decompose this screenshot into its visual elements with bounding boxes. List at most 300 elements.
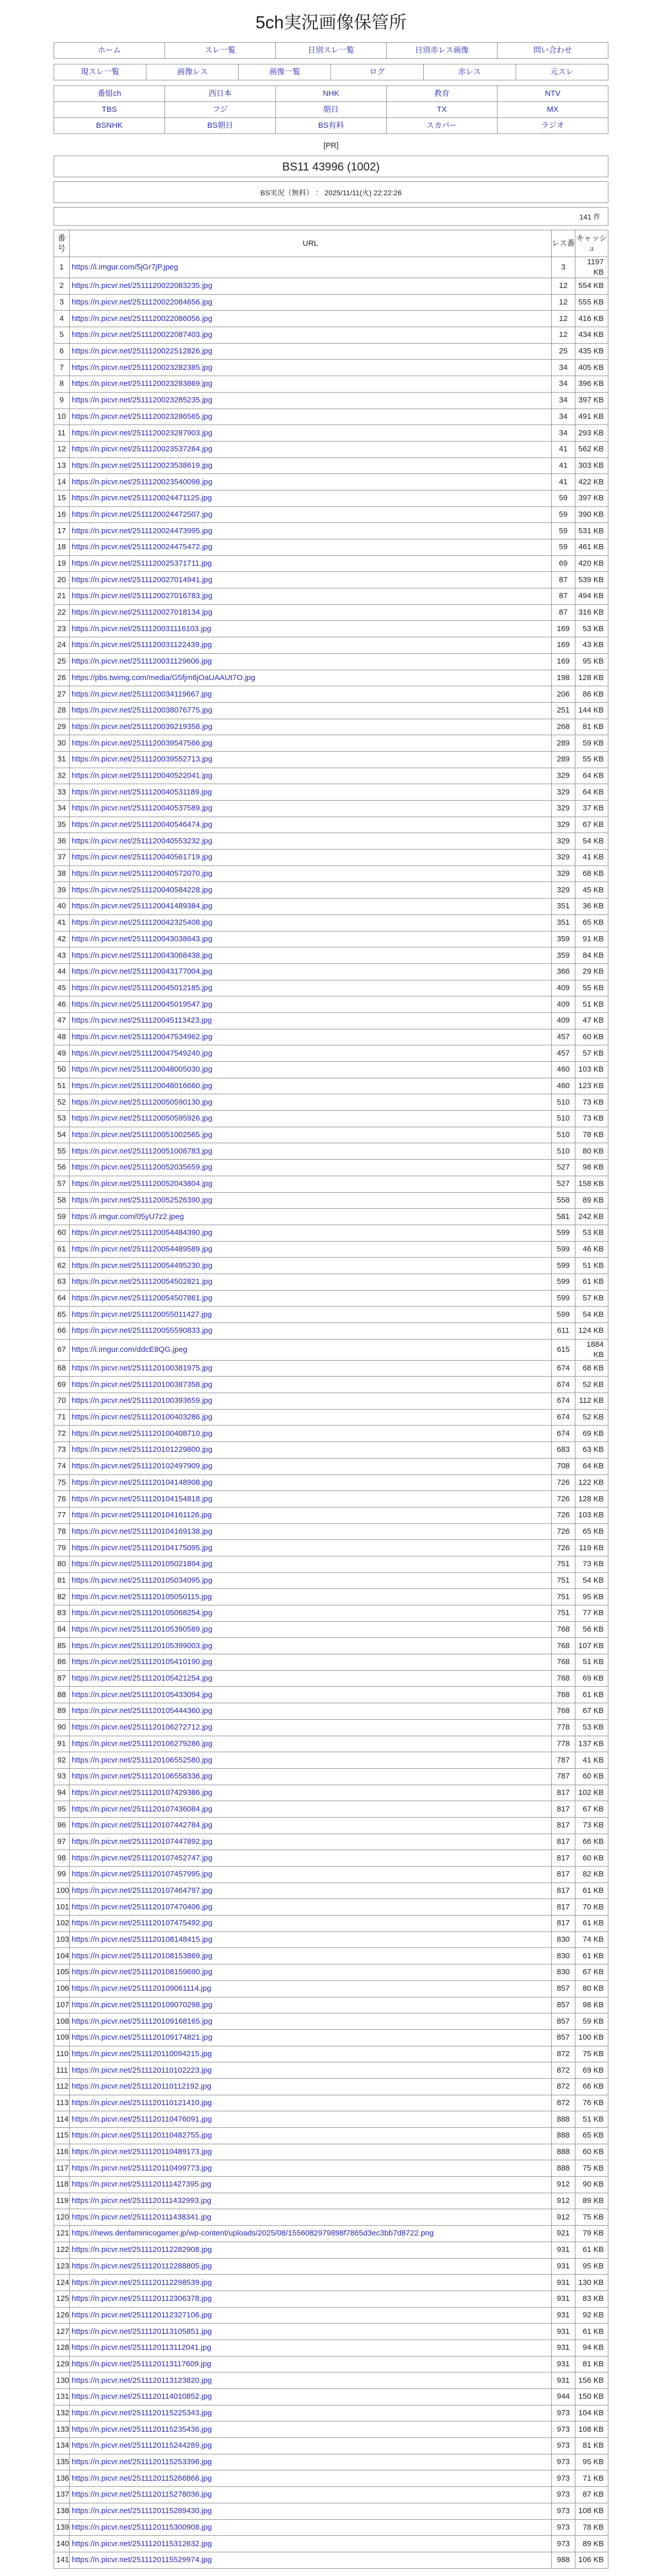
row-number: 14 bbox=[54, 474, 70, 490]
image-url-link[interactable]: https://n.picvr.net/2511120101229800.jpg bbox=[72, 1445, 212, 1454]
image-url-link[interactable]: https://n.picvr.net/2511120111432993.jpg bbox=[72, 2196, 211, 2206]
res-number: 409 bbox=[552, 980, 575, 996]
cache-size: 128 KB bbox=[575, 670, 608, 686]
row-number: 113 bbox=[54, 2095, 70, 2111]
image-url-link[interactable]: https://n.picvr.net/2511120023283869.jpg bbox=[72, 379, 212, 388]
table-row bbox=[54, 572, 608, 588]
image-url-link[interactable]: https://n.picvr.net/2511120027018134.jpg bbox=[72, 608, 212, 617]
cache-size: 69 KB bbox=[575, 1426, 608, 1442]
image-url-link[interactable]: https://n.picvr.net/2511120109174821.jpg bbox=[72, 2033, 212, 2042]
image-url-link[interactable]: https://news.denfaminicogamer.jp/wp-content/uploads/2025/08/1556082979898f7865d3ec3bb7d8722.png bbox=[72, 2229, 434, 2238]
cache-size: 66 KB bbox=[575, 2078, 608, 2095]
channel-link[interactable]: 番組ch bbox=[97, 89, 121, 98]
res-number: 872 bbox=[552, 2062, 575, 2079]
cache-size: 95 KB bbox=[575, 1589, 608, 1605]
channel-link[interactable]: TBS bbox=[102, 105, 117, 114]
url-cell bbox=[70, 2111, 552, 2128]
image-url-link[interactable]: https://n.picvr.net/2511120115529974.jpg bbox=[72, 2555, 212, 2565]
image-url-link[interactable]: https://n.picvr.net/2511120105390589.jpg bbox=[72, 1625, 212, 1634]
url-cell bbox=[70, 1241, 552, 1258]
image-url-link[interactable]: https://n.picvr.net/2511120022084656.jpg bbox=[72, 298, 212, 307]
cache-size: 562 KB bbox=[575, 441, 608, 457]
row-number: 86 bbox=[54, 1654, 70, 1671]
channel-link[interactable]: BSNHK bbox=[96, 121, 123, 130]
cache-size: 84 KB bbox=[575, 947, 608, 964]
image-url-link[interactable]: https://n.picvr.net/2511120043177004.jpg bbox=[72, 967, 212, 976]
image-url-link[interactable]: https://n.picvr.net/2511120047549240.jpg bbox=[72, 1048, 212, 1058]
image-url-link[interactable]: https://n.picvr.net/2511120031129606.jpg bbox=[72, 657, 212, 666]
res-number: 674 bbox=[552, 1409, 575, 1426]
image-url-link[interactable]: https://n.picvr.net/2511120115300908.jpg bbox=[72, 2522, 212, 2532]
sub-nav-item[interactable]: 画像一覧 bbox=[269, 67, 301, 76]
image-url-link[interactable]: https://n.picvr.net/2511120107464797.jpg bbox=[72, 1886, 212, 1895]
image-url-link[interactable]: https://n.picvr.net/2511120027014941.jpg bbox=[72, 575, 212, 584]
url-cell bbox=[70, 1062, 552, 1078]
res-number: 973 bbox=[552, 2536, 575, 2552]
res-number: 751 bbox=[552, 1605, 575, 1622]
url-cell bbox=[70, 2291, 552, 2307]
image-url-link[interactable]: https://n.picvr.net/2511120105399003.jpg bbox=[72, 1641, 212, 1650]
image-url-link[interactable]: https://n.picvr.net/2511120113123820.jpg bbox=[72, 2376, 212, 2385]
image-url-link[interactable]: https://n.picvr.net/2511120038076775.jpg bbox=[72, 706, 212, 715]
image-url-link[interactable]: https://n.picvr.net/2511120104175095.jpg bbox=[72, 1543, 212, 1552]
image-url-link[interactable]: https://n.picvr.net/2511120106552580.jpg bbox=[72, 1755, 212, 1765]
row-number: 138 bbox=[54, 2503, 70, 2519]
row-number: 106 bbox=[54, 1980, 70, 1997]
cache-size: 41 KB bbox=[575, 1752, 608, 1769]
res-number: 268 bbox=[552, 719, 575, 735]
table-row bbox=[54, 1127, 608, 1143]
res-number: 751 bbox=[552, 1556, 575, 1572]
image-url-link[interactable]: https://n.picvr.net/2511120051008783.jpg bbox=[72, 1146, 212, 1156]
table-row bbox=[54, 996, 608, 1013]
url-cell bbox=[70, 572, 552, 588]
image-url-link[interactable]: https://n.picvr.net/2511120045019547.jpg bbox=[72, 999, 212, 1009]
image-url-link[interactable]: https://n.picvr.net/2511120104154818.jpg bbox=[72, 1494, 212, 1503]
res-number: 12 bbox=[552, 311, 575, 327]
image-url-link[interactable]: https://n.picvr.net/2511120039547566.jpg bbox=[72, 738, 212, 748]
url-cell bbox=[70, 2405, 552, 2421]
sub-nav-item[interactable]: 元スレ bbox=[550, 67, 574, 76]
image-url-link[interactable]: https://n.picvr.net/2511120107447892.jpg bbox=[72, 1837, 212, 1846]
cache-size: 76 KB bbox=[575, 2095, 608, 2111]
table-row bbox=[54, 1225, 608, 1241]
image-url-link[interactable]: https://n.picvr.net/2511120102497909.jpg bbox=[72, 1462, 212, 1471]
image-url-link[interactable]: https://n.picvr.net/2511120047534962.jpg bbox=[72, 1032, 212, 1041]
row-number: 73 bbox=[54, 1442, 70, 1459]
row-number: 115 bbox=[54, 2128, 70, 2144]
cache-size: 397 KB bbox=[575, 392, 608, 409]
url-cell bbox=[70, 1377, 552, 1393]
image-url-link[interactable]: https://n.picvr.net/2511120104169138.jpg bbox=[72, 1527, 212, 1536]
url-cell bbox=[70, 2160, 552, 2177]
res-number: 69 bbox=[552, 555, 575, 572]
image-url-link[interactable]: https://i.imgur.com/05yU7z2.jpeg bbox=[72, 1212, 184, 1221]
image-url-link[interactable]: https://n.picvr.net/2511120105068254.jpg bbox=[72, 1608, 212, 1618]
cache-size: 144 KB bbox=[575, 702, 608, 719]
res-number: 817 bbox=[552, 1916, 575, 1932]
channel-link[interactable]: フジ bbox=[212, 105, 228, 114]
row-number: 102 bbox=[54, 1916, 70, 1932]
image-url-link[interactable]: https://n.picvr.net/2511120112288805.jpg bbox=[72, 2261, 212, 2270]
image-url-link[interactable]: https://n.picvr.net/2511120043068438.jpg bbox=[72, 951, 212, 960]
row-number: 81 bbox=[54, 1572, 70, 1589]
image-url-link[interactable]: https://n.picvr.net/2511120107457995.jpg bbox=[72, 1870, 212, 1879]
cache-size: 47 KB bbox=[575, 1012, 608, 1029]
channel-link[interactable]: 朝日 bbox=[323, 105, 339, 114]
image-url-link[interactable]: https://n.picvr.net/2511120105410190.jpg bbox=[72, 1657, 212, 1667]
image-url-link[interactable]: https://n.picvr.net/2511120027016783.jpg bbox=[72, 591, 212, 601]
image-url-link[interactable]: https://n.picvr.net/2511120105021894.jpg bbox=[72, 1560, 212, 1569]
table-row bbox=[54, 1540, 608, 1556]
table-row bbox=[54, 1768, 608, 1785]
res-number: 87 bbox=[552, 604, 575, 621]
image-url-link[interactable]: https://n.picvr.net/2511120107429386.jpg bbox=[72, 1788, 212, 1797]
table-row bbox=[54, 2372, 608, 2389]
image-url-link[interactable]: https://n.picvr.net/2511120039219358.jpg bbox=[72, 722, 212, 731]
image-url-link[interactable]: https://pbs.twimg.com/media/G5fjm6jOaUAAUt7O.jpg bbox=[72, 673, 255, 682]
image-url-link[interactable]: https://n.picvr.net/2511120107475492.jpg bbox=[72, 1919, 212, 1928]
image-url-link[interactable]: https://n.picvr.net/2511120109168165.jpg bbox=[72, 2016, 212, 2026]
row-number: 40 bbox=[54, 899, 70, 915]
row-number: 2 bbox=[54, 278, 70, 295]
image-url-link[interactable]: https://n.picvr.net/2511120045012185.jpg bbox=[72, 983, 212, 992]
sub-nav-item[interactable]: 赤レス bbox=[458, 67, 481, 76]
image-url-link[interactable]: https://n.picvr.net/2511120048005030.jpg bbox=[72, 1065, 212, 1074]
sub-nav-item[interactable]: 現スレ一覧 bbox=[80, 67, 120, 76]
image-url-link[interactable]: https://n.picvr.net/2511120023285235.jpg bbox=[72, 396, 212, 405]
image-url-link[interactable]: https://n.picvr.net/2511120106279286.jpg bbox=[72, 1739, 212, 1748]
row-number: 10 bbox=[54, 409, 70, 425]
table-row bbox=[54, 360, 608, 376]
res-number: 973 bbox=[552, 2405, 575, 2421]
image-url-link[interactable]: https://n.picvr.net/2511120115289430.jpg bbox=[72, 2506, 212, 2516]
image-url-link[interactable]: https://n.picvr.net/2511120040584228.jpg bbox=[72, 885, 212, 894]
res-number: 830 bbox=[552, 1931, 575, 1948]
row-number: 48 bbox=[54, 1029, 70, 1045]
image-url-link[interactable]: https://n.picvr.net/2511120105034095.jpg bbox=[72, 1575, 212, 1585]
cache-size: 54 KB bbox=[575, 833, 608, 850]
cache-size: 98 KB bbox=[575, 1997, 608, 2013]
image-url-link[interactable]: https://n.picvr.net/2511120100393659.jpg bbox=[72, 1396, 212, 1405]
main-nav-item[interactable]: 日別スレ一覧 bbox=[307, 46, 354, 55]
res-number: 34 bbox=[552, 360, 575, 376]
res-number: 527 bbox=[552, 1160, 575, 1176]
image-url-link[interactable]: https://n.picvr.net/2511120113112041.jpg bbox=[72, 2343, 211, 2352]
table-row bbox=[54, 1176, 608, 1192]
table-row bbox=[54, 1290, 608, 1307]
res-number: 169 bbox=[552, 621, 575, 637]
image-url-link[interactable]: https://n.picvr.net/2511120031122439.jpg bbox=[72, 640, 212, 650]
image-url-link[interactable]: https://n.picvr.net/2511120113117609.jpg bbox=[72, 2359, 211, 2368]
image-url-link[interactable]: https://n.picvr.net/2511120054507861.jpg bbox=[72, 1293, 212, 1302]
image-url-link[interactable]: https://n.picvr.net/2511120050595926.jpg bbox=[72, 1114, 212, 1123]
image-url-link[interactable]: https://n.picvr.net/2511120023540098.jpg bbox=[72, 477, 212, 486]
res-number: 674 bbox=[552, 1393, 575, 1410]
image-url-link[interactable]: https://n.picvr.net/2511120115278036.jpg bbox=[72, 2490, 212, 2499]
url-cell bbox=[70, 719, 552, 735]
image-url-link[interactable]: https://n.picvr.net/2511120110121410.jpg bbox=[72, 2098, 212, 2107]
url-cell bbox=[70, 360, 552, 376]
cache-size: 78 KB bbox=[575, 1127, 608, 1143]
row-number: 19 bbox=[54, 555, 70, 572]
row-number: 76 bbox=[54, 1491, 70, 1507]
row-number: 137 bbox=[54, 2487, 70, 2503]
image-url-link[interactable]: https://n.picvr.net/2511120055590833.jpg bbox=[72, 1326, 212, 1335]
image-url-link[interactable]: https://n.picvr.net/2511120115312632.jpg bbox=[72, 2539, 212, 2548]
image-url-link[interactable]: https://n.picvr.net/2511120024471125.jpg bbox=[72, 494, 212, 503]
image-url-link[interactable]: https://n.picvr.net/2511120040572070.jpg bbox=[72, 869, 212, 878]
image-url-link[interactable]: https://n.picvr.net/2511120052035659.jpg bbox=[72, 1163, 212, 1172]
table-row bbox=[54, 278, 608, 295]
channel-link[interactable]: BS有料 bbox=[318, 121, 344, 130]
image-url-link[interactable]: https://n.picvr.net/2511120110476091.jpg bbox=[72, 2114, 212, 2124]
cache-size: 75 KB bbox=[575, 2209, 608, 2226]
res-number: 931 bbox=[552, 2372, 575, 2389]
channel-link[interactable]: MX bbox=[547, 105, 559, 114]
row-number: 87 bbox=[54, 1670, 70, 1687]
image-url-link[interactable]: https://n.picvr.net/2511120054489589.jpg bbox=[72, 1244, 212, 1253]
image-url-link[interactable]: https://n.picvr.net/2511120115266866.jpg bbox=[72, 2473, 212, 2483]
image-url-link[interactable]: https://n.picvr.net/2511120022512826.jpg bbox=[72, 347, 212, 356]
image-url-link[interactable]: https://n.picvr.net/2511120040561719.jpg bbox=[72, 853, 212, 862]
sub-nav-item-cell bbox=[423, 64, 516, 80]
row-number: 51 bbox=[54, 1078, 70, 1094]
image-url-link[interactable]: https://n.picvr.net/2511120108153869.jpg bbox=[72, 1951, 212, 1960]
image-url-link[interactable]: https://n.picvr.net/2511120024473995.jpg bbox=[72, 526, 212, 535]
row-number: 46 bbox=[54, 996, 70, 1013]
image-url-link[interactable]: https://n.picvr.net/2511120107436084.jpg bbox=[72, 1804, 212, 1814]
image-url-link[interactable]: https://n.picvr.net/2511120105050115.jpg bbox=[72, 1592, 212, 1601]
row-number: 33 bbox=[54, 784, 70, 801]
url-cell bbox=[70, 1621, 552, 1638]
channel-link[interactable]: NTV bbox=[545, 89, 560, 98]
image-url-link[interactable]: https://n.picvr.net/2511120023538619.jpg bbox=[72, 461, 212, 470]
cache-size: 63 KB bbox=[575, 1442, 608, 1459]
url-cell bbox=[70, 2503, 552, 2519]
image-url-link[interactable]: https://n.picvr.net/2511120115244289.jpg bbox=[72, 2441, 212, 2450]
image-url-link[interactable]: https://n.picvr.net/2511120111438341.jpg bbox=[72, 2212, 211, 2222]
res-number: 599 bbox=[552, 1258, 575, 1274]
page-title: 5ch実況画像保管所 bbox=[255, 13, 407, 32]
image-url-link[interactable]: https://n.picvr.net/2511120107442784.jpg bbox=[72, 1821, 212, 1830]
image-url-link[interactable]: https://n.picvr.net/2511120055011427.jpg bbox=[72, 1310, 212, 1319]
cache-size: 69 KB bbox=[575, 2062, 608, 2079]
image-url-link[interactable]: https://n.picvr.net/2511120110482755.jpg bbox=[72, 2131, 212, 2140]
image-url-link[interactable]: https://n.picvr.net/2511120048016660.jpg bbox=[72, 1081, 212, 1091]
cache-size: 53 KB bbox=[575, 1225, 608, 1241]
res-number: 460 bbox=[552, 1078, 575, 1094]
res-number: 206 bbox=[552, 686, 575, 703]
image-url-link[interactable]: https://n.picvr.net/2511120023282385.jpg bbox=[72, 363, 212, 372]
cache-size: 57 KB bbox=[575, 1045, 608, 1062]
sub-nav-item[interactable]: ログ bbox=[369, 67, 385, 76]
url-cell bbox=[70, 1719, 552, 1736]
res-number: 558 bbox=[552, 1192, 575, 1209]
image-url-link[interactable]: https://n.picvr.net/2511120031116103.jpg bbox=[72, 624, 211, 633]
image-url-link[interactable]: https://n.picvr.net/2511120112306378.jpg bbox=[72, 2294, 212, 2303]
url-cell bbox=[70, 278, 552, 295]
image-url-link[interactable]: https://n.picvr.net/2511120100387358.jpg bbox=[72, 1380, 212, 1389]
image-url-link[interactable]: https://n.picvr.net/2511120024472507.jpg bbox=[72, 510, 212, 519]
image-url-link[interactable]: https://i.imgur.com/5jGr7jP.jpeg bbox=[72, 263, 178, 272]
cache-size: 420 KB bbox=[575, 555, 608, 572]
channel-link[interactable]: 教育 bbox=[434, 89, 450, 98]
table-row bbox=[54, 2487, 608, 2503]
image-url-link[interactable]: https://n.picvr.net/2511120113105851.jpg bbox=[72, 2327, 212, 2336]
table-row bbox=[54, 1426, 608, 1442]
image-url-link[interactable]: https://n.picvr.net/2511120110499773.jpg bbox=[72, 2163, 212, 2173]
image-url-link[interactable]: https://n.picvr.net/2511120106272712.jpg bbox=[72, 1723, 212, 1732]
image-url-link[interactable]: https://n.picvr.net/2511120054484390.jpg bbox=[72, 1228, 212, 1238]
image-url-link[interactable]: https://n.picvr.net/2511120115225343.jpg bbox=[72, 2409, 212, 2418]
image-url-link[interactable]: https://n.picvr.net/2511120112298539.jpg bbox=[72, 2278, 212, 2287]
image-url-link[interactable]: https://n.picvr.net/2511120022086056.jpg bbox=[72, 314, 212, 323]
channel-link[interactable]: スカパー bbox=[426, 121, 457, 130]
table-row bbox=[54, 1605, 608, 1622]
row-number: 123 bbox=[54, 2258, 70, 2275]
row-number: 92 bbox=[54, 1752, 70, 1769]
image-url-link[interactable]: https://n.picvr.net/2511120112327106.jpg bbox=[72, 2310, 212, 2319]
row-number: 30 bbox=[54, 735, 70, 752]
table-row bbox=[54, 457, 608, 474]
table-row bbox=[54, 2307, 608, 2324]
image-url-link[interactable]: https://n.picvr.net/2511120110112192.jpg bbox=[72, 2082, 211, 2091]
image-url-link[interactable]: https://n.picvr.net/2511120041489384.jpg bbox=[72, 902, 212, 911]
table-row bbox=[54, 2062, 608, 2079]
image-url-link[interactable]: https://n.picvr.net/2511120114010852.jpg bbox=[72, 2392, 212, 2401]
image-url-link[interactable]: https://n.picvr.net/2511120040546474.jpg bbox=[72, 820, 212, 829]
res-number: 768 bbox=[552, 1703, 575, 1720]
image-url-link[interactable]: https://n.picvr.net/2511120052526390.jpg bbox=[72, 1195, 212, 1205]
row-number: 122 bbox=[54, 2242, 70, 2258]
channel-link[interactable]: ラジオ bbox=[541, 121, 565, 130]
image-url-link[interactable]: https://n.picvr.net/2511120104161126.jpg bbox=[72, 1511, 212, 1520]
image-url-link[interactable]: https://n.picvr.net/2511120109061114.jpg bbox=[72, 1984, 211, 1993]
image-url-link[interactable]: https://n.picvr.net/2511120115253396.jpg bbox=[72, 2458, 212, 2467]
res-number: 830 bbox=[552, 1948, 575, 1964]
url-cell bbox=[70, 1768, 552, 1785]
url-cell bbox=[70, 1703, 552, 1720]
image-url-link[interactable]: https://n.picvr.net/2511120023537264.jpg bbox=[72, 445, 212, 454]
image-url-link[interactable]: https://n.picvr.net/2511120107470406.jpg bbox=[72, 1902, 212, 1911]
url-cell bbox=[70, 1209, 552, 1225]
res-number: 973 bbox=[552, 2470, 575, 2487]
image-url-link[interactable]: https://n.picvr.net/2511120022083235.jpg bbox=[72, 281, 212, 291]
image-url-link[interactable]: https://n.picvr.net/2511120022087403.jpg bbox=[72, 330, 212, 340]
image-url-link[interactable]: https://n.picvr.net/2511120105444360.jpg bbox=[72, 1706, 212, 1716]
table-row bbox=[54, 1209, 608, 1225]
image-url-link[interactable]: https://n.picvr.net/2511120025371711.jpg bbox=[72, 559, 212, 568]
url-cell bbox=[70, 1997, 552, 2013]
image-url-link[interactable]: https://n.picvr.net/2511120112282908.jpg bbox=[72, 2245, 212, 2255]
table-row bbox=[54, 850, 608, 866]
cache-size: 68 KB bbox=[575, 866, 608, 882]
image-url-link[interactable]: https://n.picvr.net/2511120105421254.jpg bbox=[72, 1674, 212, 1683]
image-url-link[interactable]: https://n.picvr.net/2511120054495230.jpg bbox=[72, 1261, 212, 1270]
image-url-link[interactable]: https://n.picvr.net/2511120111427395.jpg bbox=[72, 2180, 211, 2189]
image-url-link[interactable]: https://n.picvr.net/2511120040553232.jpg bbox=[72, 836, 212, 845]
cache-size: 390 KB bbox=[575, 506, 608, 523]
image-url-link[interactable]: https://n.picvr.net/2511120054502821.jpg bbox=[72, 1277, 212, 1286]
main-nav-item[interactable]: 日別赤レス画像 bbox=[415, 46, 469, 55]
res-number: 599 bbox=[552, 1241, 575, 1258]
image-url-link[interactable]: https://n.picvr.net/2511120110094215.jpg bbox=[72, 2049, 212, 2058]
image-url-link[interactable]: https://n.picvr.net/2511120023286565.jpg bbox=[72, 412, 212, 421]
image-url-link[interactable]: https://n.picvr.net/2511120109070298.jpg bbox=[72, 2000, 212, 2009]
cache-size: 124 KB bbox=[575, 1323, 608, 1340]
main-nav-item[interactable]: スレ一覧 bbox=[204, 46, 236, 55]
image-url-link[interactable]: https://n.picvr.net/2511120108148415.jpg bbox=[72, 1935, 212, 1944]
image-url-link[interactable]: https://n.picvr.net/2511120045113423.jpg bbox=[72, 1016, 212, 1025]
cache-size: 60 KB bbox=[575, 2144, 608, 2160]
image-url-link[interactable]: https://n.picvr.net/2511120115235436.jpg bbox=[72, 2425, 212, 2434]
channel-link[interactable]: 西日本 bbox=[208, 89, 232, 98]
image-url-link[interactable]: https://n.picvr.net/2511120110102223.jpg bbox=[72, 2065, 212, 2075]
url-cell bbox=[70, 817, 552, 833]
url-cell bbox=[70, 621, 552, 637]
cache-size: 123 KB bbox=[575, 1078, 608, 1094]
image-url-link[interactable]: https://n.picvr.net/2511120039552713.jpg bbox=[72, 755, 212, 764]
image-url-link[interactable]: https://n.picvr.net/2511120040531189.jpg bbox=[72, 787, 212, 796]
image-url-link[interactable]: https://n.picvr.net/2511120051002565.jpg bbox=[72, 1130, 212, 1140]
image-url-link[interactable]: https://n.picvr.net/2511120034119667.jpg bbox=[72, 689, 212, 699]
image-url-link[interactable]: https://n.picvr.net/2511120024475472.jpg bbox=[72, 543, 212, 552]
sub-nav-item[interactable]: 画像レス bbox=[177, 67, 208, 76]
table-row bbox=[54, 1062, 608, 1078]
image-url-link[interactable]: https://n.picvr.net/2511120040537589.jpg bbox=[72, 804, 212, 813]
channel-cell bbox=[165, 86, 276, 102]
image-url-link[interactable]: https://n.picvr.net/2511120052043804.jpg bbox=[72, 1179, 212, 1189]
channel-link[interactable]: NHK bbox=[323, 89, 339, 98]
cache-size: 81 KB bbox=[575, 2438, 608, 2454]
res-number: 888 bbox=[552, 2144, 575, 2160]
image-url-link[interactable]: https://i.imgur.com/ddcE8QG.jpeg bbox=[72, 1345, 188, 1354]
image-url-link[interactable]: https://n.picvr.net/2511120043038643.jpg bbox=[72, 934, 212, 943]
cache-size: 104 KB bbox=[575, 2405, 608, 2421]
main-nav-item[interactable]: ホーム bbox=[97, 46, 121, 55]
cache-size: 89 KB bbox=[575, 2536, 608, 2552]
row-number: 109 bbox=[54, 2029, 70, 2046]
main-nav-item[interactable]: 問い合わせ bbox=[533, 46, 572, 55]
image-url-link[interactable]: https://n.picvr.net/2511120050590130.jpg bbox=[72, 1097, 212, 1107]
url-cell bbox=[70, 2029, 552, 2046]
url-cell bbox=[70, 1867, 552, 1883]
image-url-link[interactable]: https://n.picvr.net/2511120107452747.jpg bbox=[72, 1853, 212, 1862]
image-url-link[interactable]: https://n.picvr.net/2511120023287903.jpg bbox=[72, 428, 212, 437]
image-url-link[interactable]: https://n.picvr.net/2511120108159690.jpg bbox=[72, 1968, 212, 1977]
res-number: 768 bbox=[552, 1654, 575, 1671]
url-cell bbox=[70, 294, 552, 311]
url-cell bbox=[70, 1258, 552, 1274]
image-url-link[interactable]: https://n.picvr.net/2511120105433094.jpg bbox=[72, 1690, 212, 1699]
row-number: 82 bbox=[54, 1589, 70, 1605]
image-url-link[interactable]: https://n.picvr.net/2511120110489173.jpg bbox=[72, 2147, 212, 2157]
image-url-link[interactable]: https://n.picvr.net/2511120040522041.jpg bbox=[72, 771, 212, 780]
res-number: 768 bbox=[552, 1670, 575, 1687]
channel-link[interactable]: TX bbox=[437, 105, 447, 114]
table-row bbox=[54, 1899, 608, 1916]
image-url-link[interactable]: https://n.picvr.net/2511120100408710.jpg bbox=[72, 1429, 212, 1438]
row-number: 94 bbox=[54, 1785, 70, 1801]
image-url-link[interactable]: https://n.picvr.net/2511120100403286.jpg bbox=[72, 1413, 212, 1422]
image-url-link[interactable]: https://n.picvr.net/2511120104148908.jpg bbox=[72, 1478, 212, 1487]
image-url-link[interactable]: https://n.picvr.net/2511120100381975.jpg bbox=[72, 1364, 212, 1373]
channel-link[interactable]: BS朝日 bbox=[207, 121, 233, 130]
image-url-link[interactable]: https://n.picvr.net/2511120106558336.jpg bbox=[72, 1772, 212, 1781]
table-row bbox=[54, 2389, 608, 2405]
image-url-link[interactable]: https://n.picvr.net/2511120042325408.jpg bbox=[72, 918, 212, 927]
